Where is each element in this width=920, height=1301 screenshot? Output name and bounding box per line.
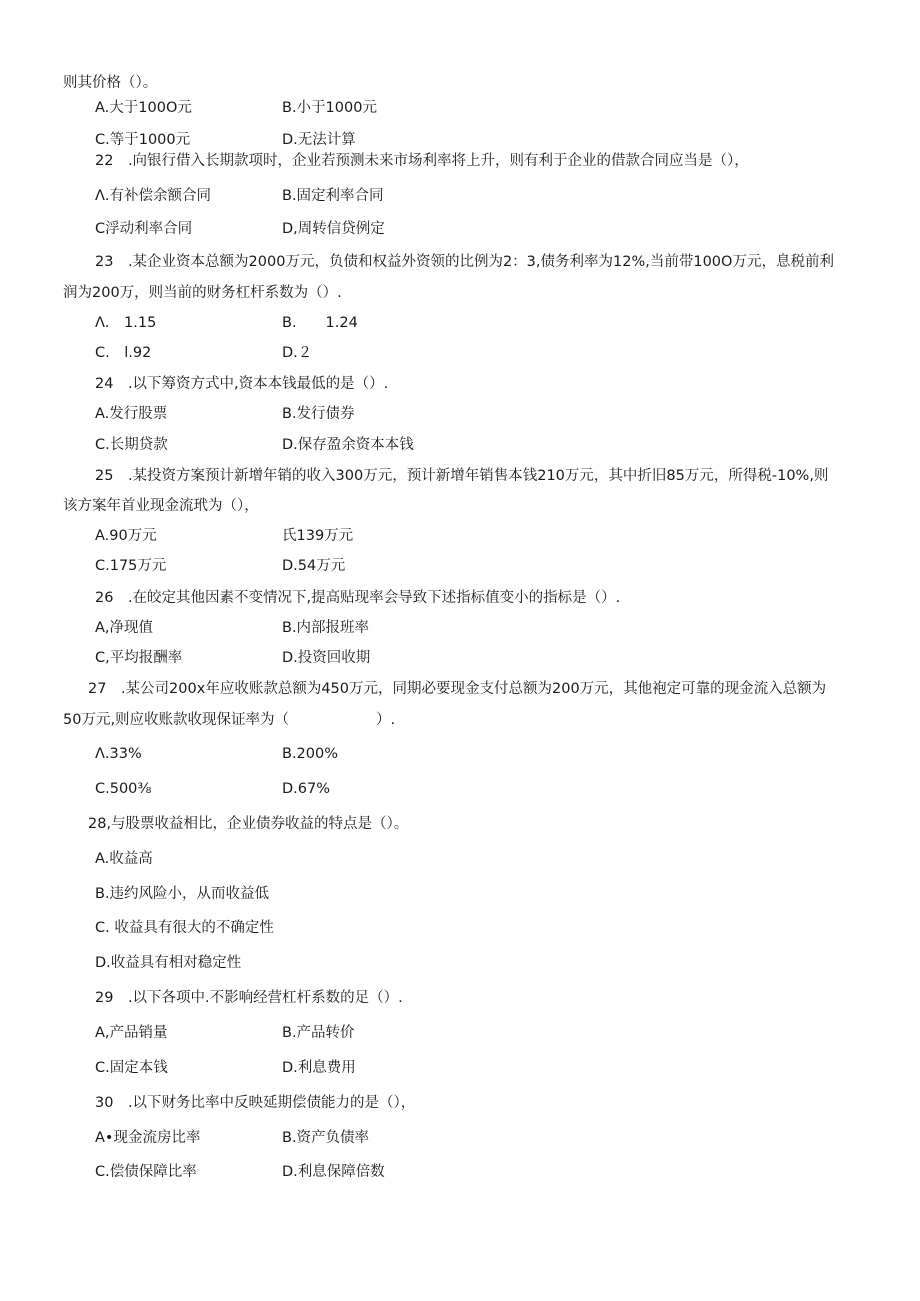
option-c: C. 收益具有很大的不确定性 [95,920,274,936]
option-d: D.54万元 [282,558,346,574]
question-28: 28,与股票收益相比，企业债券收益的特点是（）。 [88,816,409,832]
option-a: A.90万元 [95,528,157,544]
option-d: D.无法计算 [282,132,356,148]
option-b: 氏139万元 [282,528,354,544]
option-d: D.２ [282,345,313,361]
option-a: A.大于100O元 [95,100,192,116]
option-d: D.保存盈余资本本钱 [282,437,414,453]
option-a: A.发行股票 [95,406,168,422]
option-a: Λ. 1.15 [95,315,157,331]
option-b: B.违约风险小，从而收益低 [95,886,270,902]
option-c: C.175万元 [95,558,167,574]
option-d: D.利息保障倍数 [282,1164,385,1180]
option-b: B.发行债券 [282,406,355,422]
option-c: C.长期贷款 [95,437,168,453]
option-a: A.收益高 [95,851,153,867]
option-d: D.利息费用 [282,1060,356,1076]
question-30: 30 .以下财务比率中反映延期偿债能力的是（）， [95,1095,416,1111]
question-23-cont: 润为200万，则当前的财务杠杆系数为（）. [63,285,342,301]
question-27: 27 .某公司200x年应收账款总额为450万元，同期必要现金支付总额为200万元，其他袍定可靠的现金流入总额为 [88,681,827,697]
text-line: 则其价格（）。 [63,75,158,91]
option-c: C浮动利率合同 [95,221,193,237]
option-a: Λ.33% [95,746,142,762]
option-d: D,周转信贷例定 [282,221,385,237]
option-c: C.500⅜ [95,781,152,797]
question-26: 26 .在皎定其他因素不变情况下,提高贴现率会导致下述指标值变小的指标是（）. [95,590,621,606]
option-d: D.投资回收期 [282,650,371,666]
question-27-cont: 50万元,则应收账款收现保证率为（ ）. [63,712,396,728]
option-c: C.等于1000元 [95,132,191,148]
option-b: B. 1.24 [282,315,358,331]
option-a: A,净现值 [95,620,154,636]
option-a: A,产品销量 [95,1025,168,1041]
option-b: B.资产负债率 [282,1130,370,1146]
option-c: C. l.92 [95,345,152,361]
option-b: B.内部报班率 [282,620,370,636]
option-a: A•现金流房比率 [95,1130,201,1146]
option-d: D.67% [282,781,331,797]
question-25-cont: 该方案年首业现金流玳为（）， [63,498,259,514]
option-d: D.收益具有相对稳定性 [95,955,242,971]
option-b: B.小于1000元 [282,100,377,116]
question-25: 25 .某投资方案预计新增年销的收入300万元，预计新增年销售本钱210万元，其中折旧85万元，所得税-10%,则 [95,468,829,484]
option-b: B.产品转价 [282,1025,355,1041]
question-22: 22 .向银行借入长期款项时，企业若预测未来市场利率将上升，则有利于企业的借款合同应当是（）， [95,153,749,169]
option-b: B.固定利率合同 [282,188,384,204]
option-c: C.偿债保障比率 [95,1164,197,1180]
option-b: B.200% [282,746,339,762]
question-29: 29 .以下各项中.不影响经营杠杆系数的足（）. [95,990,403,1006]
question-23: 23 .某企业资本总额为2000万元，负债和权益外资领的比例为2：3,债务利率为12%,当前带100O万元，息税前利 [95,254,834,270]
question-24: 24 .以下筹资方式中,资本本钱最低的是（）. [95,376,389,392]
option-c: C,平均报酬率 [95,650,183,666]
option-a: Λ.有补偿余额合同 [95,188,212,204]
option-c: C.固定本钱 [95,1060,168,1076]
